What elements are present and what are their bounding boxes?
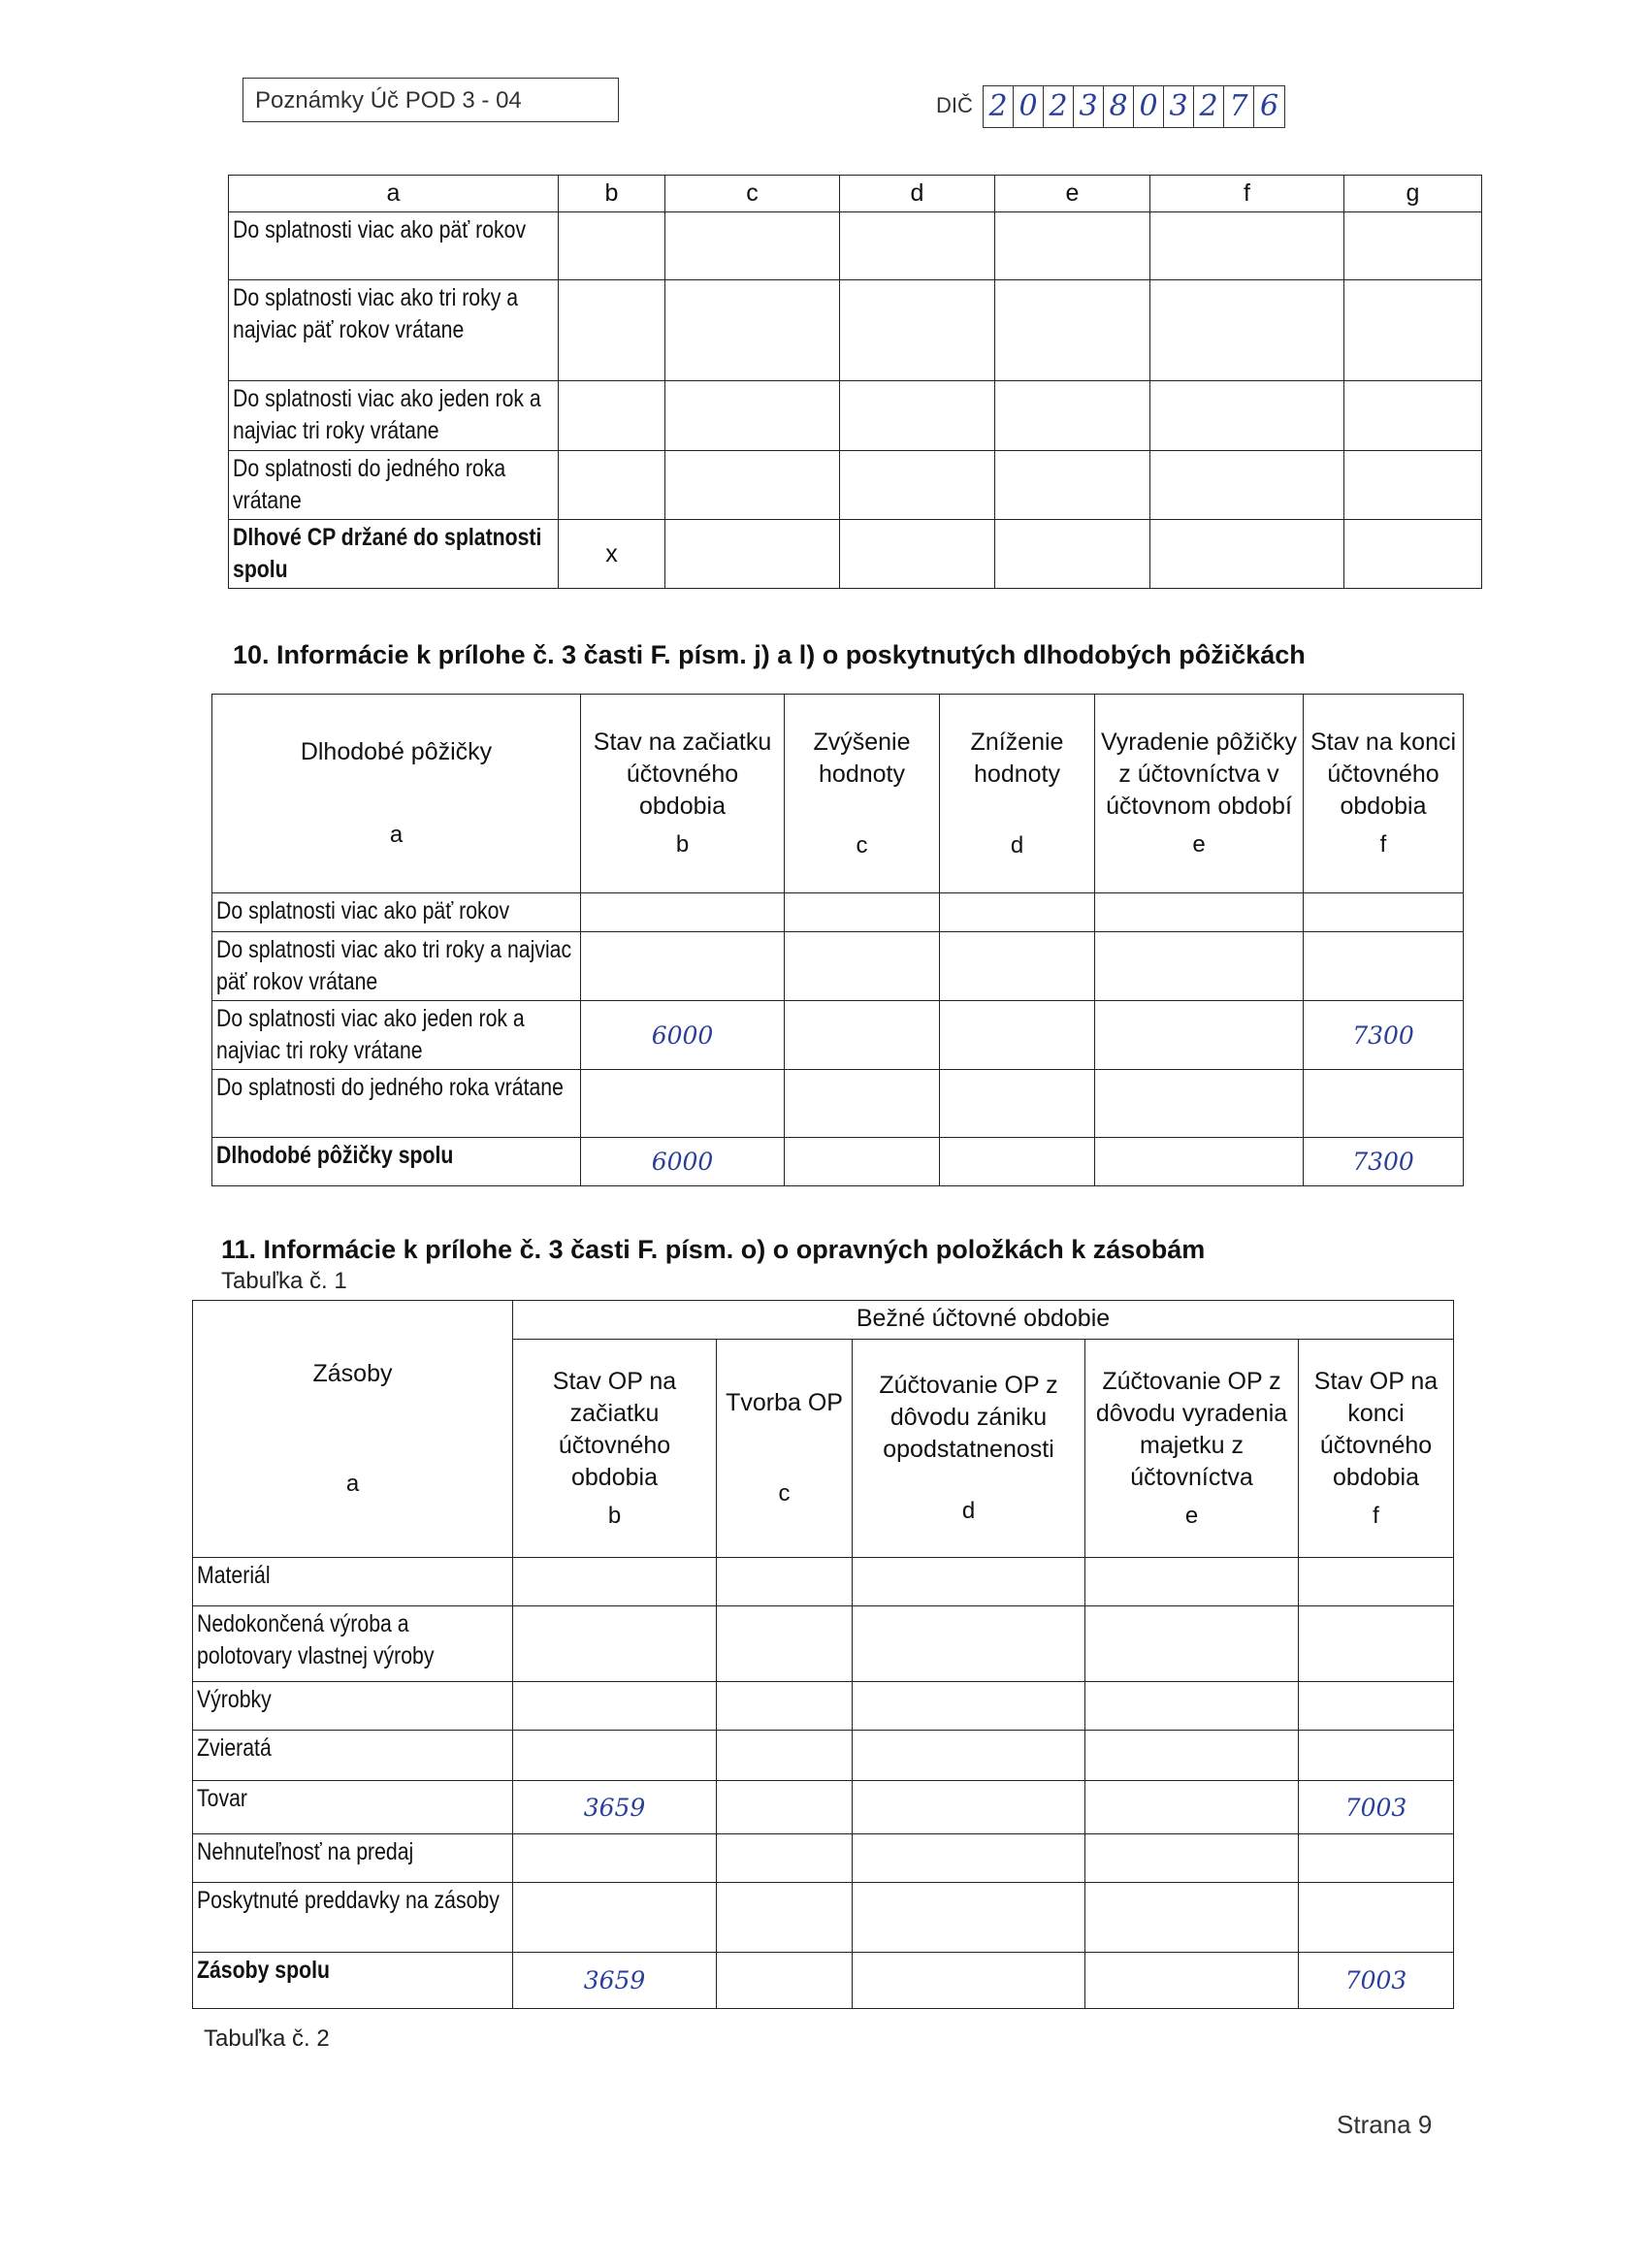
col-header (1304, 695, 1464, 893)
cell (853, 1953, 1085, 2009)
cell (1085, 1682, 1299, 1731)
dic-digit: 2 (1044, 86, 1074, 127)
cell: 7003 (1299, 1781, 1454, 1834)
col-letter: c (778, 1480, 791, 1507)
cell (665, 212, 840, 280)
cell (853, 1883, 1085, 1953)
col-letter: b (559, 176, 665, 212)
long-term-loans-table (211, 694, 1464, 1186)
cell (1299, 1731, 1454, 1781)
row-label: Do splatnosti viac ako tri roky a najviac päť rokov vrátane (233, 284, 519, 343)
cell (1304, 893, 1464, 932)
cell (1299, 1558, 1454, 1606)
section-10-title: 10. Informácie k prílohe č. 3 časti F. písm. j) a l) o poskytnutých dlhodobých pôžičkách (233, 640, 1306, 669)
cell (581, 893, 785, 932)
header-label: Vyradenie pôžičky z účtovníctva v účtovnom období (1101, 729, 1297, 820)
col-header (212, 695, 581, 893)
col-header (853, 1340, 1085, 1558)
cell (717, 1606, 853, 1682)
cell (1344, 451, 1482, 520)
cell (995, 280, 1150, 381)
col-letter: c (856, 831, 868, 859)
cell (995, 451, 1150, 520)
col-header (581, 695, 785, 893)
table-row (193, 1731, 1454, 1781)
cell (1299, 1682, 1454, 1731)
col-header (513, 1340, 717, 1558)
cell (785, 1138, 940, 1186)
col-letter: g (1344, 176, 1482, 212)
cell (1304, 1070, 1464, 1138)
dic-digit: 6 (1259, 89, 1279, 123)
dic-digit: 0 (1134, 86, 1164, 127)
table-row (193, 1883, 1454, 1953)
col-header (717, 1340, 853, 1558)
header-label: Stav OP na začiatku účtovného obdobia (552, 1367, 677, 1491)
next-table-caption: Tabuľka č. 2 (204, 2025, 330, 2052)
col-letter: f (1150, 176, 1344, 212)
header-row (229, 176, 1482, 212)
cell (513, 1883, 717, 1953)
cell (1095, 893, 1304, 932)
table-row (212, 1001, 1464, 1070)
table-row-total (212, 1138, 1464, 1186)
cell (665, 520, 840, 589)
row-label: Tovar (197, 1785, 247, 1812)
col-letter: a (389, 822, 404, 848)
cell (840, 280, 995, 381)
table-row (229, 381, 1482, 451)
dic-label: DIČ (936, 93, 973, 117)
col-letter: f (1373, 1502, 1379, 1529)
row-label: Nedokončená výroba a polotovary vlastnej výroby (197, 1610, 435, 1669)
cell (665, 280, 840, 381)
cell (717, 1883, 853, 1953)
table-row (229, 212, 1482, 280)
cell (1085, 1953, 1299, 2009)
cell (940, 1138, 1095, 1186)
col-header (193, 1301, 513, 1558)
table-row-total (229, 520, 1482, 589)
cell (785, 1070, 940, 1138)
cell (1344, 381, 1482, 451)
cell (513, 1834, 717, 1883)
cell (853, 1781, 1085, 1834)
cell (1150, 280, 1344, 381)
cell (717, 1781, 853, 1834)
cell (940, 1070, 1095, 1138)
header-label: Tvorba OP (726, 1389, 843, 1416)
cell (1085, 1781, 1299, 1834)
cell (581, 1070, 785, 1138)
table-row (193, 1781, 1454, 1834)
row-label: Do splatnosti viac ako jeden rok a najviac tri roky vrátane (216, 1005, 525, 1064)
table-row (212, 932, 1464, 1001)
cell: 7003 (1299, 1953, 1454, 2009)
row-label: Výrobky (197, 1686, 272, 1713)
row-label: Do splatnosti viac ako päť rokov (216, 897, 510, 924)
table-row-total (193, 1953, 1454, 2009)
dic-digit: 7 (1224, 86, 1254, 127)
header-row (212, 695, 1464, 893)
cell (1299, 1606, 1454, 1682)
cell (717, 1953, 853, 2009)
cell (559, 451, 665, 520)
col-header (1299, 1340, 1454, 1558)
cell (995, 520, 1150, 589)
cell (1085, 1731, 1299, 1781)
row-label: Dlhodobé pôžičky spolu (216, 1142, 454, 1169)
cell (853, 1834, 1085, 1883)
cell (1085, 1606, 1299, 1682)
header-label: Stav na začiatku účtovného obdobia (593, 729, 772, 820)
cell: 6000 (581, 1001, 785, 1070)
dic-digit: 0 (1014, 86, 1044, 127)
dic-digit: 2 (984, 86, 1014, 127)
cell (785, 932, 940, 1001)
dic-digit: 3 (1074, 86, 1104, 127)
section-11-title: 11. Informácie k prílohe č. 3 časti F. písm. o) o opravných položkách k zásobám (221, 1235, 1206, 1264)
cell (853, 1682, 1085, 1731)
cell: 3659 (513, 1953, 717, 2009)
cell (1344, 520, 1482, 589)
col-letter: e (995, 176, 1150, 212)
cell (785, 893, 940, 932)
cell (1150, 381, 1344, 451)
cell (513, 1558, 717, 1606)
col-letter: b (607, 1502, 622, 1529)
cell: 6000 (581, 1138, 785, 1186)
cell (940, 893, 1095, 932)
table-row (229, 280, 1482, 381)
row-label: Do splatnosti viac ako jeden rok a najviac tri roky vrátane (233, 385, 541, 444)
row-label: Poskytnuté preddavky na zásoby (197, 1887, 500, 1914)
table-row (193, 1558, 1454, 1606)
row-label: Zásoby spolu (197, 1957, 330, 1984)
cell (995, 381, 1150, 451)
dic-digit: 3 (1164, 86, 1194, 127)
cell (559, 212, 665, 280)
cell (1150, 520, 1344, 589)
row-label: Zvieratá (197, 1734, 272, 1762)
row-label: Do splatnosti do jedného roka vrátane (216, 1074, 564, 1101)
col-header (1095, 695, 1304, 893)
dic-digit: 8 (1104, 86, 1134, 127)
header-label: Dlhodobé pôžičky (300, 738, 493, 765)
cell (785, 1001, 940, 1070)
cell (1095, 1138, 1304, 1186)
col-letter: d (1010, 831, 1024, 859)
col-letter: e (1184, 1502, 1199, 1529)
row-label: Do splatnosti do jedného roka vrátane (233, 455, 506, 514)
header-label: Zúčtovanie OP z dôvodu vyradenia majetku z účtovníctva (1095, 1367, 1288, 1491)
cell (1095, 1001, 1304, 1070)
row-label: Dlhové CP držané do splatnosti spolu (233, 524, 542, 583)
form-code-box (242, 78, 619, 122)
cell: 7300 (1304, 1001, 1464, 1070)
col-header (1085, 1340, 1299, 1558)
cell (513, 1606, 717, 1682)
inventory-provisions-table (192, 1300, 1454, 2009)
row-label: Do splatnosti viac ako tri roky a najviac päť rokov vrátane (216, 936, 572, 995)
table-row (193, 1606, 1454, 1682)
row-label: Nehnuteľnosť na predaj (197, 1838, 414, 1865)
table-row (193, 1834, 1454, 1883)
col-letter: f (1379, 831, 1387, 858)
cell (513, 1682, 717, 1731)
cell: 7300 (1304, 1138, 1464, 1186)
cell (1299, 1834, 1454, 1883)
cell (1150, 212, 1344, 280)
col-letter: d (961, 1498, 976, 1524)
cell (717, 1731, 853, 1781)
cell: x (559, 520, 665, 589)
cell (665, 381, 840, 451)
row-label: Do splatnosti viac ako päť rokov (233, 216, 527, 243)
cell (840, 520, 995, 589)
cell (1344, 212, 1482, 280)
cell (1304, 932, 1464, 1001)
header-label: Zvýšenie hodnoty (813, 728, 911, 788)
cell (853, 1558, 1085, 1606)
cell (559, 280, 665, 381)
row-label: Materiál (197, 1562, 271, 1589)
period-header-row (193, 1301, 1454, 1340)
cell (1095, 1070, 1304, 1138)
cell (1150, 451, 1344, 520)
dic-field (983, 85, 1285, 128)
header-label: Zásoby (312, 1360, 393, 1387)
table-row (229, 451, 1482, 520)
cell (840, 451, 995, 520)
col-header (785, 695, 940, 893)
table-row (193, 1682, 1454, 1731)
cell (940, 1001, 1095, 1070)
table-row (212, 1070, 1464, 1138)
header-label: Zúčtovanie OP z dôvodu zániku opodstatnenosti (879, 1372, 1058, 1463)
table-row (212, 893, 1464, 932)
cell (717, 1682, 853, 1731)
header-label: Stav na konci účtovného obdobia (1310, 729, 1457, 820)
col-letter: a (345, 1471, 360, 1497)
cell: 3659 (513, 1781, 717, 1834)
header-label: Stav OP na konci účtovného obdobia (1313, 1367, 1439, 1491)
form-code: Poznámky Úč POD 3 - 04 (255, 87, 522, 113)
cell (940, 932, 1095, 1001)
cell (1085, 1883, 1299, 1953)
cell (1085, 1558, 1299, 1606)
cell (581, 932, 785, 1001)
col-letter: c (665, 176, 840, 212)
col-letter: b (675, 831, 690, 858)
cell (995, 212, 1150, 280)
cell (840, 212, 995, 280)
cell (513, 1731, 717, 1781)
debt-securities-table (228, 175, 1482, 589)
cell (1344, 280, 1482, 381)
cell (1299, 1883, 1454, 1953)
col-letter: d (840, 176, 995, 212)
cell (853, 1606, 1085, 1682)
cell (840, 381, 995, 451)
col-header (940, 695, 1095, 893)
page-number: Strana 9 (1337, 2110, 1433, 2139)
period-header: Bežné účtovné obdobie (513, 1301, 1454, 1340)
cell (1085, 1834, 1299, 1883)
header-label: Zníženie hodnoty (970, 728, 1064, 788)
cell (717, 1558, 853, 1606)
table-caption: Tabuľka č. 1 (221, 1268, 347, 1294)
dic-digit: 2 (1194, 86, 1224, 127)
cell (717, 1834, 853, 1883)
cell (1095, 932, 1304, 1001)
cell (559, 381, 665, 451)
col-letter: a (229, 176, 559, 212)
cell (665, 451, 840, 520)
cell (853, 1731, 1085, 1781)
col-letter: e (1192, 831, 1206, 858)
